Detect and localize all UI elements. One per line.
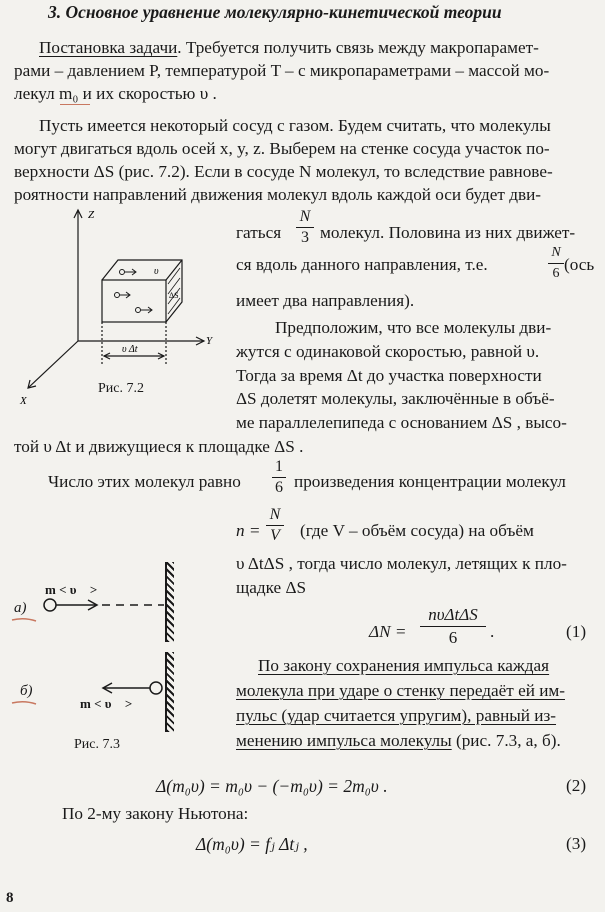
paragraph-setup-line-4: роятности направлений движения молекул вдоль каждой оси будет дви-: [14, 185, 541, 204]
x-axis: [28, 341, 78, 388]
fraction-numerator: N: [551, 245, 561, 260]
paragraph-count-line-4: щадке ΔS: [236, 578, 307, 597]
newton-law-intro: По 2-му закону Ньютона:: [62, 804, 249, 823]
eq1-number: (1): [566, 622, 587, 641]
paragraph-problem-line-2: рами – давлением P, температурой T – с микропараметрами – массой мо-: [14, 61, 550, 80]
figure-7-2-diagram: [14, 206, 236, 406]
pen-underline-mark: [60, 104, 90, 105]
eq3-body: Δ(m₀υ) = fⱼ Δtⱼ ,: [196, 834, 308, 854]
length-label: υ Δt: [122, 344, 138, 355]
paragraph-setup-line-5a: гаться: [236, 223, 282, 242]
molecule: [115, 293, 120, 298]
momentum-label-a: m < υ⃗ >: [45, 582, 98, 597]
paragraph-momentum-line-3: пульс (удар считается упругим), равный из-: [236, 706, 557, 725]
paragraph-setup-line-8: Предположим, что все молекулы дви-: [275, 318, 552, 337]
fraction-n-over-v: [266, 506, 284, 545]
figure-7-3-diagram: [10, 555, 190, 755]
molecule: [136, 308, 141, 313]
paragraph-problem-line-3: лекул m₀ и их скоростью υ .: [14, 84, 217, 103]
fraction-denominator: 6: [275, 479, 283, 496]
problem-line-1-rest: . Требуется получить связь между макропарамет-: [177, 38, 539, 57]
fraction-numerator: N: [269, 506, 281, 523]
paragraph-momentum-line-2: молекула при ударе о стенку передаёт ей им-: [236, 681, 565, 700]
paragraph-momentum-line-4: [236, 731, 561, 751]
eq3-number: (3): [566, 834, 587, 853]
concentration-lhs: n =: [236, 521, 261, 540]
paragraph-setup-line-1: Пусть имеется некоторый сосуд с газом. Будем считать, что молекулы: [39, 116, 551, 135]
momentum-change-underlined: менению импульса молекулы: [236, 731, 452, 750]
fraction-n-over-6: [548, 244, 564, 283]
paragraph-setup-line-6b: (ось: [564, 255, 595, 274]
molecule: [120, 270, 125, 275]
momentum-label-b: m < υ⃗ >: [80, 696, 133, 711]
molecule-a: [44, 599, 56, 611]
page-number: 8: [6, 890, 14, 906]
figure-7-3-caption: Рис. 7.3: [74, 737, 120, 752]
molecule-b: [150, 682, 162, 694]
axis-label-z: Z: [88, 209, 95, 221]
paragraph-problem-line-1: [39, 38, 539, 58]
figure-7-2-caption: Рис. 7.2: [98, 381, 144, 396]
paragraph-setup-line-3: верхности ΔS (рис. 7.2). Если в сосуде N молекул, то вследствие равнове-: [14, 162, 553, 181]
parallelepiped-front: [102, 280, 166, 322]
fraction-1-over-6: [272, 458, 286, 497]
eq2-body: Δ(m₀υ) = m₀υ − (−m₀υ) = 2m₀υ .: [156, 776, 388, 796]
fraction-denominator: 6: [552, 266, 560, 281]
paragraph-setup-line-11: ΔS долетят молекулы, заключённые в объё-: [236, 389, 555, 408]
problem-statement-lead: Постановка задачи: [39, 38, 178, 57]
eq1-fraction: [420, 605, 486, 648]
fraction-denominator: V: [270, 527, 280, 544]
paragraph-setup-line-10: Тогда за время Δt до участка поверхности: [236, 366, 542, 385]
momentum-line-4-rest: (рис. 7.3, а, б).: [451, 731, 561, 750]
section-title: 3. Основное уравнение молекулярно-кинетической теории: [48, 2, 502, 22]
eq1-lhs: ΔN =: [369, 622, 407, 641]
fraction-numerator: 1: [275, 458, 283, 475]
fraction-n-over-3: [296, 208, 314, 247]
subfigure-label-b: б): [20, 683, 33, 699]
paragraph-count-line-1a: Число этих молекул равно: [48, 472, 241, 491]
paragraph-setup-line-2: могут двигаться вдоль осей x, y, z. Выберем на стенке сосуда участок по-: [14, 139, 550, 158]
axis-label-y: Y: [206, 335, 213, 347]
paragraph-setup-line-13: той υ Δt и движущиеся к площадке ΔS .: [14, 437, 304, 456]
fraction-denominator: 3: [301, 229, 309, 246]
area-label: ΔS: [169, 291, 179, 300]
eq1-denominator: 6: [448, 628, 458, 647]
paragraph-count-line-2: (где V – объём сосуда) на объём: [300, 521, 534, 540]
velocity-label: υ: [154, 266, 159, 277]
paragraph-momentum-line-1: По закону сохранения импульса каждая: [258, 656, 550, 675]
paragraph-setup-line-9: жутся с одинаковой скоростью, равной υ.: [236, 342, 540, 361]
paragraph-setup-line-5b: молекул. Половина из них движет-: [320, 223, 576, 242]
paragraph-setup-line-12: ме параллелепипеда с основанием ΔS , высо-: [236, 413, 567, 432]
eq1-numerator: nυΔtΔS: [428, 605, 478, 624]
axis-label-x: X: [20, 395, 27, 406]
paragraph-count-line-1b: произведения концентрации молекул: [294, 472, 566, 491]
paragraph-count-line-3: υ ΔtΔS , тогда число молекул, летящих к пло-: [236, 554, 567, 573]
fraction-numerator: N: [299, 208, 311, 225]
eq1-dot: .: [490, 622, 495, 641]
paragraph-setup-line-7: имеет два направления).: [236, 291, 415, 310]
paragraph-setup-line-6a: ся вдоль данного направления, т.е.: [236, 255, 488, 274]
subfigure-label-a: а): [14, 600, 27, 616]
eq2-number: (2): [566, 776, 587, 795]
